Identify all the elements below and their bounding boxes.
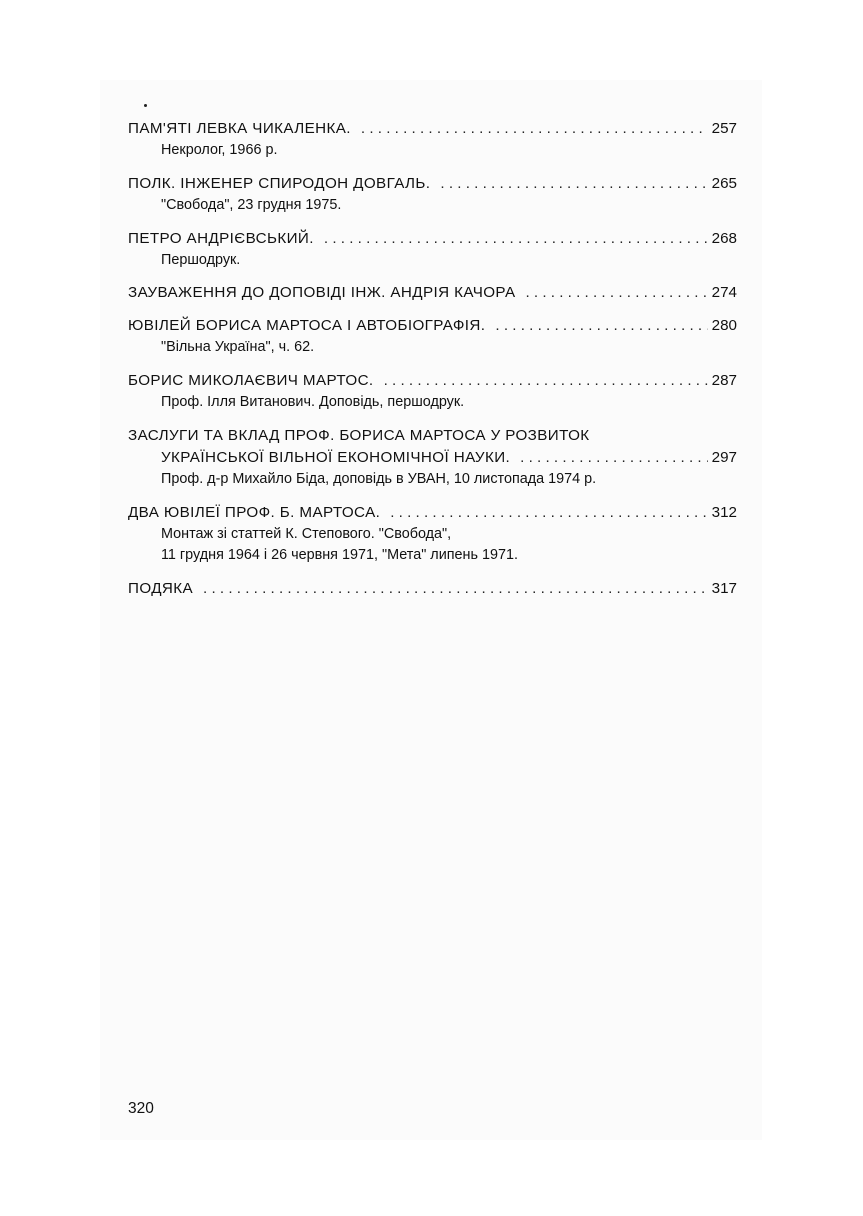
toc-entry (128, 502, 737, 566)
toc-entry-page: 265 (711, 175, 737, 192)
dot-leader (440, 173, 707, 195)
toc-entry-title: ЮВІЛЕЙ БОРИСА МАРТОСА І АВТОБІОГРАФІЯ. (128, 317, 486, 334)
toc-entry-note: Монтаж зі статтей К. Степового. "Свобода", (161, 526, 452, 542)
print-speck (144, 104, 147, 107)
toc-entry (128, 118, 737, 161)
dot-leader (384, 370, 708, 392)
toc-entry-note: 11 грудня 1964 і 26 червня 1971, "Мета" липень 1971. (161, 547, 518, 563)
toc-entry (128, 370, 737, 413)
toc-entry-title: ПОДЯКА (128, 580, 194, 597)
dot-leader (495, 315, 707, 337)
dot-leader (203, 578, 708, 600)
toc-entry-title: ПЕТРО АНДРІЄВСЬКИЙ. (128, 230, 314, 247)
toc-entry-title: БОРИС МИКОЛАЄВИЧ МАРТОС. (128, 372, 374, 389)
dot-leader (520, 447, 707, 469)
toc-entry-page: 268 (711, 230, 737, 247)
dot-leader (361, 118, 708, 140)
toc-entry (128, 315, 737, 358)
toc-entry (128, 282, 737, 304)
toc-entry-page: 280 (711, 317, 737, 334)
dot-leader (525, 282, 707, 304)
dot-leader (390, 502, 707, 524)
toc-entry-title: УКРАЇНСЬКОЇ ВІЛЬНОЇ ЕКОНОМІЧНОЇ НАУКИ. (161, 449, 511, 466)
toc-entry-title: ЗАУВАЖЕННЯ ДО ДОПОВІДІ ІНЖ. АНДРІЯ КАЧОРА (128, 284, 516, 301)
toc-entry (128, 578, 737, 600)
dot-leader (324, 228, 708, 250)
toc-entry-note: Проф. Ілля Витанович. Доповідь, першодрук. (161, 394, 465, 410)
page-number: 320 (128, 1100, 154, 1117)
toc-entry-note: Першодрук. (161, 252, 241, 268)
toc-entry-page: 312 (711, 504, 737, 521)
toc-entry-title: ДВА ЮВІЛЕЇ ПРОФ. Б. МАРТОСА. (128, 504, 381, 521)
toc-entry-note: "Свобода", 23 грудня 1975. (161, 197, 342, 213)
toc-entry-note: "Вільна Україна", ч. 62. (161, 339, 315, 355)
toc-entry-title: ПОЛК. ІНЖЕНЕР СПИРОДОН ДОВГАЛЬ. (128, 175, 431, 192)
toc-entry (128, 228, 737, 271)
toc-entry-note: Некролог, 1966 р. (161, 142, 278, 158)
toc-entry (128, 173, 737, 216)
toc-entry-page: 257 (711, 120, 737, 137)
toc-entry-title-line1: ЗАСЛУГИ ТА ВКЛАД ПРОФ. БОРИСА МАРТОСА У РОЗВИТОК (128, 427, 590, 444)
toc-entry-page: 317 (711, 580, 737, 597)
toc-entry-note: Проф. д-р Михайло Біда, доповідь в УВАН, 10 листопада 1974 р. (161, 471, 597, 487)
table-of-contents (128, 118, 737, 600)
toc-entry-title: ПАМ'ЯТІ ЛЕВКА ЧИКАЛЕНКА. (128, 120, 351, 137)
toc-entry-page: 297 (711, 449, 737, 466)
toc-entry-page: 274 (711, 284, 737, 301)
toc-entry-page: 287 (711, 372, 737, 389)
toc-entry (128, 425, 737, 490)
